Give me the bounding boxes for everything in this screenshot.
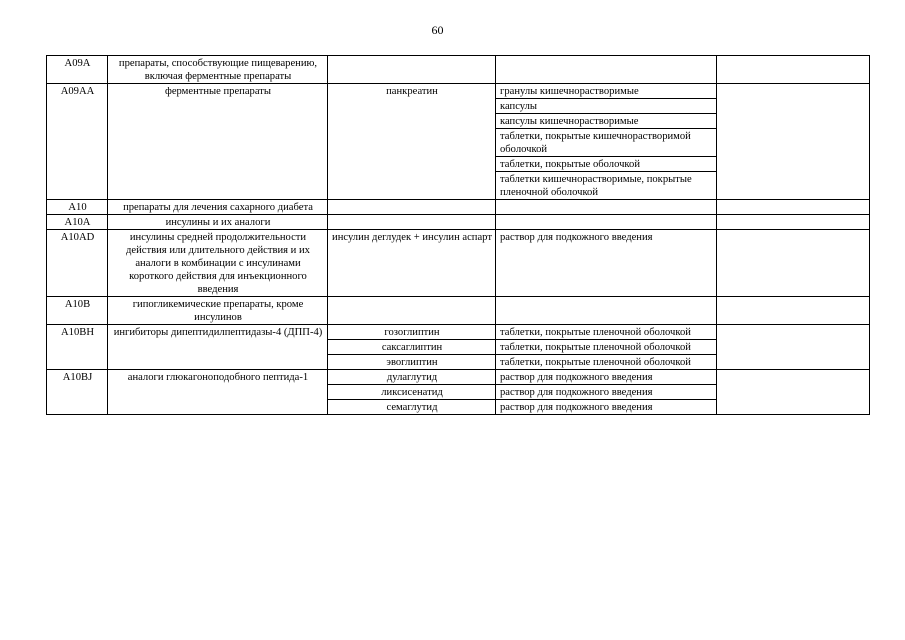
group-name: ферментные препараты [108,84,328,200]
table-row [47,200,870,215]
dosage-form: таблетки, покрытые пленочной оболочкой [496,325,717,340]
drug-name: панкреатин [328,84,496,200]
dosage-form: гранулы кишечнорастворимые [496,84,717,99]
table-row [47,230,870,297]
drug-name: саксаглиптин [328,340,496,355]
dosage-form: таблетки, покрытые пленочной оболочкой [496,355,717,370]
drug-name: эвоглиптин [328,355,496,370]
empty-cell [717,215,870,230]
drug-name [328,200,496,215]
dosage-form [496,200,717,215]
group-name: ингибиторы дипептидилпептидазы-4 (ДПП-4) [108,325,328,370]
empty-cell [717,325,870,370]
table-row [47,325,870,340]
empty-cell [717,84,870,200]
table-row [47,56,870,84]
atc-code: A10BJ [47,370,108,415]
drug-name: гозоглиптин [328,325,496,340]
dosage-form: таблетки, покрытые кишечнорастворимой оболочкой [496,129,717,157]
dosage-form: раствор для подкожного введения [496,370,717,385]
table-row [47,215,870,230]
dosage-form [496,56,717,84]
empty-cell [717,56,870,84]
drug-name: семаглутид [328,400,496,415]
drug-classification-table [46,55,870,415]
group-name: аналоги глюкагоноподобного пептида-1 [108,370,328,415]
atc-code: A10B [47,297,108,325]
group-name: гипогликемические препараты, кроме инсулинов [108,297,328,325]
group-name: инсулины и их аналоги [108,215,328,230]
drug-name: дулаглутид [328,370,496,385]
drug-name: ликсисенатид [328,385,496,400]
page-number: 60 [431,23,444,37]
dosage-form: раствор для подкожного введения [496,230,717,297]
table-row [47,84,870,99]
atc-code: A10 [47,200,108,215]
drug-name: инсулин деглудек + инсулин аспарт [328,230,496,297]
dosage-form: таблетки, покрытые пленочной оболочкой [496,340,717,355]
drug-name [328,297,496,325]
group-name: препараты для лечения сахарного диабета [108,200,328,215]
group-name: препараты, способствующие пищеварению, включая ферментные препараты [108,56,328,84]
atc-code: A10AD [47,230,108,297]
dosage-form [496,215,717,230]
dosage-form: таблетки, покрытые оболочкой [496,157,717,172]
atc-code: A09AA [47,84,108,200]
group-name: инсулины средней продолжительности действия или длительного действия и их аналоги в комбинации с инсулинами короткого действия для инъекционного введения [108,230,328,297]
empty-cell [717,370,870,415]
table-row [47,297,870,325]
dosage-form: капсулы кишечнорастворимые [496,114,717,129]
drug-name [328,56,496,84]
atc-code: A10A [47,215,108,230]
empty-cell [717,200,870,215]
atc-code: A09A [47,56,108,84]
table-row [47,370,870,385]
dosage-form [496,297,717,325]
empty-cell [717,297,870,325]
dosage-form: капсулы [496,99,717,114]
dosage-form: раствор для подкожного введения [496,400,717,415]
empty-cell [717,230,870,297]
atc-code: A10BH [47,325,108,370]
drug-name [328,215,496,230]
dosage-form: таблетки кишечнорастворимые, покрытые пленочной оболочкой [496,172,717,200]
dosage-form: раствор для подкожного введения [496,385,717,400]
